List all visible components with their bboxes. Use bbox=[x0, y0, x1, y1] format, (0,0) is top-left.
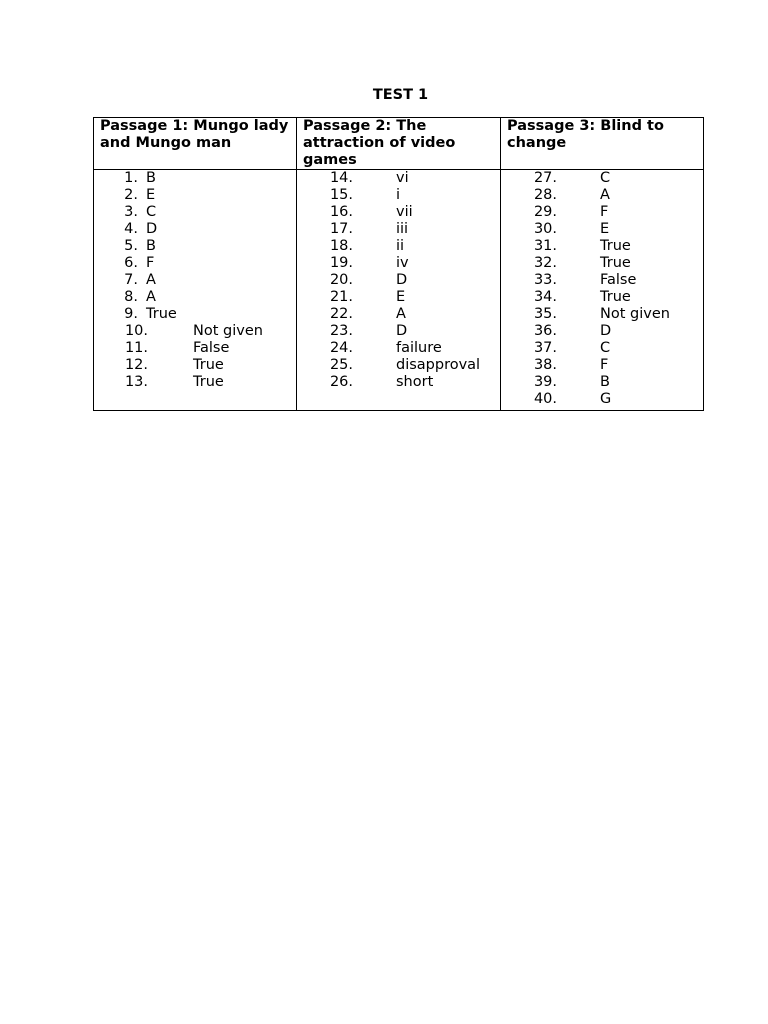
answer-text: F bbox=[600, 357, 609, 373]
passage-2-header: Passage 2: The attraction of video games bbox=[297, 118, 501, 170]
question-number: 12. bbox=[124, 357, 148, 373]
answer-text: A bbox=[146, 289, 156, 305]
passage-3-header: Passage 3: Blind to change bbox=[501, 118, 704, 170]
answer-text: C bbox=[600, 340, 611, 356]
question-number: 31. bbox=[533, 238, 557, 254]
answer-text: i bbox=[396, 187, 401, 203]
answer-text: True bbox=[600, 255, 631, 271]
answer-item bbox=[501, 340, 703, 357]
answer-item bbox=[501, 374, 703, 391]
answer-item bbox=[297, 306, 500, 323]
answer-item bbox=[94, 204, 296, 221]
answer-item bbox=[501, 391, 703, 408]
question-number: 38. bbox=[533, 357, 557, 373]
question-number: 11. bbox=[124, 340, 148, 356]
document-title: TEST 1 bbox=[372, 87, 429, 103]
question-number: 16. bbox=[329, 204, 353, 220]
question-number: 5. bbox=[124, 238, 138, 254]
answer-text: iv bbox=[396, 255, 409, 271]
answer-text: False bbox=[600, 272, 637, 288]
question-number: 27. bbox=[533, 170, 557, 186]
question-number: 14. bbox=[329, 170, 353, 186]
answer-item bbox=[297, 272, 500, 289]
answer-item bbox=[501, 221, 703, 238]
answer-text: vi bbox=[396, 170, 409, 186]
question-number: 39. bbox=[533, 374, 557, 390]
answer-item bbox=[501, 238, 703, 255]
answer-text: ii bbox=[396, 238, 405, 254]
answer-item bbox=[297, 187, 500, 204]
answer-item bbox=[501, 289, 703, 306]
answer-item bbox=[297, 238, 500, 255]
question-number: 35. bbox=[533, 306, 557, 322]
question-number: 30. bbox=[533, 221, 557, 237]
passage-1-header: Passage 1: Mungo lady and Mungo man bbox=[94, 118, 297, 170]
question-number: 34. bbox=[533, 289, 557, 305]
answer-item bbox=[94, 289, 296, 306]
answer-item bbox=[94, 272, 296, 289]
answer-item bbox=[297, 204, 500, 221]
answer-text: A bbox=[146, 272, 156, 288]
question-number: 13. bbox=[124, 374, 148, 390]
answer-text: F bbox=[146, 255, 155, 271]
answer-item bbox=[501, 204, 703, 221]
answer-item bbox=[501, 323, 703, 340]
question-number: 25. bbox=[329, 357, 353, 373]
answer-text: B bbox=[600, 374, 610, 390]
question-number: 9. bbox=[124, 306, 138, 322]
question-number: 37. bbox=[533, 340, 557, 356]
question-number: 28. bbox=[533, 187, 557, 203]
answer-item bbox=[501, 187, 703, 204]
answer-text: D bbox=[396, 272, 408, 288]
answer-key-table bbox=[93, 117, 704, 411]
question-number: 1. bbox=[124, 170, 138, 186]
question-number: 8. bbox=[124, 289, 138, 305]
answer-item bbox=[94, 340, 296, 357]
answer-text: True bbox=[193, 357, 224, 373]
question-number: 4. bbox=[124, 221, 138, 237]
answer-text: True bbox=[600, 289, 631, 305]
answers-row bbox=[94, 170, 704, 411]
answer-item bbox=[94, 221, 296, 238]
answer-text: Not given bbox=[600, 306, 670, 322]
answer-item bbox=[297, 221, 500, 238]
answer-item bbox=[501, 306, 703, 323]
answer-text: B bbox=[146, 170, 156, 186]
question-number: 15. bbox=[329, 187, 353, 203]
answer-text: C bbox=[146, 204, 157, 220]
answer-text: failure bbox=[396, 340, 442, 356]
question-number: 17. bbox=[329, 221, 353, 237]
answer-item bbox=[94, 238, 296, 255]
answer-text: iii bbox=[396, 221, 409, 237]
answer-text: A bbox=[600, 187, 610, 203]
answer-item bbox=[94, 170, 296, 187]
answer-text: Not given bbox=[193, 323, 263, 339]
passage-2-answers bbox=[297, 170, 501, 411]
answer-item bbox=[94, 187, 296, 204]
question-number: 10. bbox=[124, 323, 148, 339]
answer-text: G bbox=[600, 391, 612, 407]
passage-1-answers bbox=[94, 170, 297, 411]
question-number: 24. bbox=[329, 340, 353, 356]
answer-text: D bbox=[396, 323, 408, 339]
answer-text: short bbox=[396, 374, 434, 390]
answer-item bbox=[501, 170, 703, 187]
answer-text: C bbox=[600, 170, 611, 186]
question-number: 32. bbox=[533, 255, 557, 271]
answer-text: F bbox=[600, 204, 609, 220]
answer-item bbox=[297, 374, 500, 391]
question-number: 26. bbox=[329, 374, 353, 390]
question-number: 3. bbox=[124, 204, 138, 220]
answer-text: disapproval bbox=[396, 357, 481, 373]
answer-item bbox=[297, 289, 500, 306]
answer-text: A bbox=[396, 306, 406, 322]
question-number: 29. bbox=[533, 204, 557, 220]
answer-item bbox=[501, 357, 703, 374]
question-number: 2. bbox=[124, 187, 138, 203]
answer-item bbox=[94, 323, 296, 340]
header-row bbox=[94, 118, 704, 170]
answer-text: E bbox=[600, 221, 610, 237]
answer-item bbox=[297, 170, 500, 187]
answer-item bbox=[297, 255, 500, 272]
question-number: 36. bbox=[533, 323, 557, 339]
answer-item bbox=[94, 306, 296, 323]
answer-item bbox=[501, 255, 703, 272]
question-number: 22. bbox=[329, 306, 353, 322]
answer-text: D bbox=[146, 221, 158, 237]
answer-text: B bbox=[146, 238, 156, 254]
question-number: 19. bbox=[329, 255, 353, 271]
answer-item bbox=[297, 323, 500, 340]
answer-text: D bbox=[600, 323, 612, 339]
question-number: 33. bbox=[533, 272, 557, 288]
question-number: 20. bbox=[329, 272, 353, 288]
answer-item bbox=[297, 357, 500, 374]
question-number: 18. bbox=[329, 238, 353, 254]
answer-text: True bbox=[600, 238, 631, 254]
question-number: 21. bbox=[329, 289, 353, 305]
question-number: 40. bbox=[533, 391, 557, 407]
answer-item bbox=[94, 374, 296, 391]
answer-text: E bbox=[146, 187, 156, 203]
answer-item bbox=[501, 272, 703, 289]
question-number: 7. bbox=[124, 272, 138, 288]
answer-item bbox=[297, 340, 500, 357]
question-number: 6. bbox=[124, 255, 138, 271]
passage-3-answers bbox=[501, 170, 704, 411]
answer-text: E bbox=[396, 289, 406, 305]
answer-text: True bbox=[146, 306, 177, 322]
answer-item bbox=[94, 357, 296, 374]
answer-text: vii bbox=[396, 204, 413, 220]
answer-text: False bbox=[193, 340, 230, 356]
question-number: 23. bbox=[329, 323, 353, 339]
answer-text: True bbox=[193, 374, 224, 390]
answer-item bbox=[94, 255, 296, 272]
